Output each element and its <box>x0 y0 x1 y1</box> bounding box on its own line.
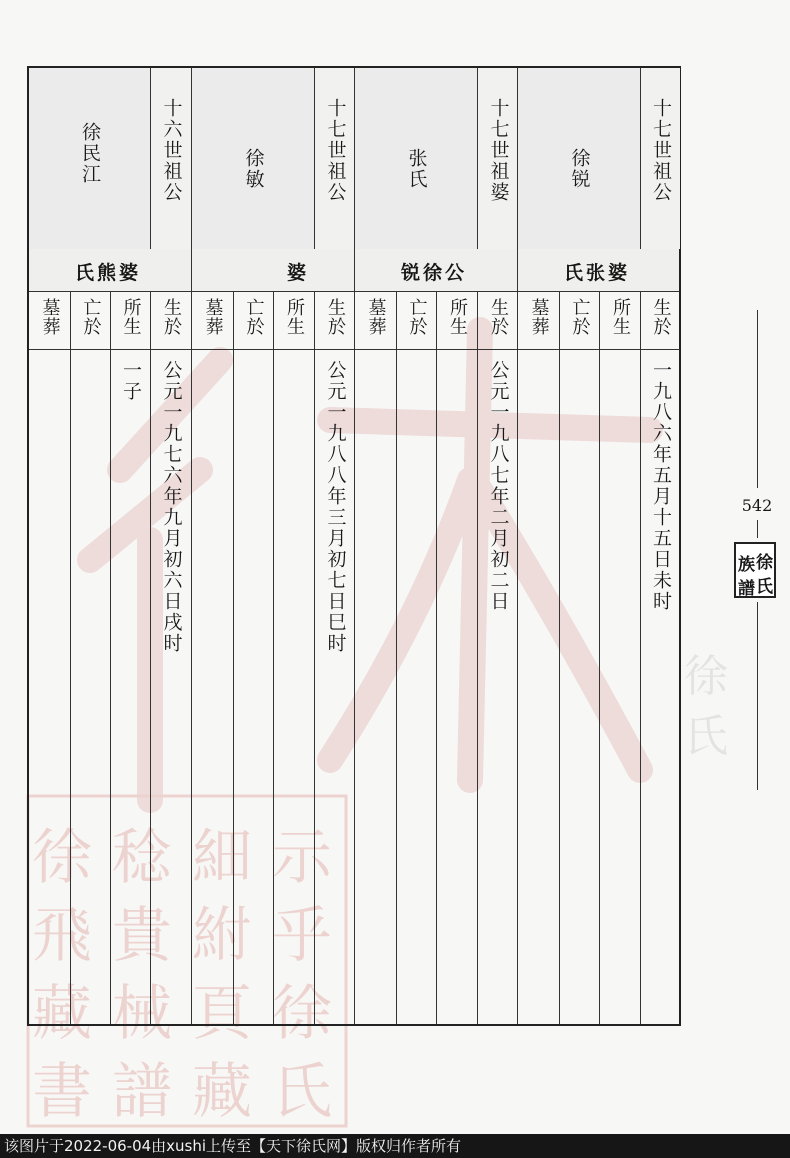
born-label-cell <box>151 292 191 350</box>
buried-label-cell <box>29 292 70 350</box>
seal-char: 徐 <box>32 823 92 893</box>
generation-cell <box>477 68 518 249</box>
born-column <box>640 292 680 1024</box>
children-column <box>273 292 314 1024</box>
seal-char: 藏 <box>192 1057 252 1127</box>
died-label: 亡於 <box>406 298 428 336</box>
buried-label: 墓葬 <box>39 298 61 336</box>
born-label-cell <box>315 292 355 350</box>
panel-header <box>518 68 679 249</box>
buried-column <box>192 292 233 1024</box>
children-label-cell <box>437 292 477 350</box>
died-label-cell <box>560 292 599 350</box>
spouse-cell <box>355 249 517 292</box>
buried-label-cell <box>355 292 396 350</box>
spouse-cell <box>518 249 679 292</box>
seal-char: 乎 <box>272 901 332 971</box>
died-label-cell <box>234 292 273 350</box>
spouse-name: 氏熊婆 <box>75 262 142 284</box>
upload-notice-footer: 该图片于2022-06-04由xushi上传至【天下徐氏网】版权归作者所有 <box>0 1134 790 1158</box>
children-column <box>436 292 477 1024</box>
margin-line-mid <box>757 520 758 538</box>
born-column <box>314 292 355 1024</box>
spouse-name: 锐徐公 <box>401 262 468 284</box>
person-panel-xu-min <box>191 68 354 1024</box>
person-name: 徐锐 <box>568 148 591 190</box>
generation-title: 十七世祖婆 <box>487 98 510 203</box>
born-label-cell <box>641 292 680 350</box>
born-column <box>477 292 518 1024</box>
children-label: 所生 <box>447 298 468 336</box>
children-label: 所生 <box>120 298 142 336</box>
buried-label: 墓葬 <box>365 298 387 336</box>
seal-char: 紨 <box>192 901 252 971</box>
died-column <box>559 292 599 1024</box>
buried-column <box>355 292 396 1024</box>
seal-char: 族 <box>738 555 755 575</box>
buried-column <box>29 292 70 1024</box>
children-value: 一子 <box>120 360 142 402</box>
generation-title: 十七世祖公 <box>324 98 347 203</box>
born-label-cell <box>478 292 518 350</box>
buried-label: 墓葬 <box>202 298 224 336</box>
side-watermark-char: 氏 <box>684 711 728 762</box>
spouse-name: 婆 <box>287 262 310 284</box>
person-name: 张氏 <box>405 148 428 190</box>
generation-cell <box>150 68 191 249</box>
seal-char: 譜 <box>112 1057 172 1127</box>
book-title-seal <box>734 542 776 598</box>
buried-label-cell <box>518 292 559 350</box>
seal-char: 氏 <box>272 1057 332 1127</box>
died-column <box>396 292 436 1024</box>
born-label: 生於 <box>325 298 346 336</box>
generation-title: 十七世祖公 <box>650 98 672 203</box>
person-name: 徐民江 <box>79 122 101 185</box>
margin-line-bottom <box>757 602 758 790</box>
panel-header <box>192 68 354 249</box>
died-column <box>70 292 110 1024</box>
generation-cell <box>640 68 680 249</box>
died-label-cell <box>397 292 436 350</box>
children-label-cell <box>111 292 150 350</box>
born-label: 生於 <box>650 298 672 336</box>
side-watermark-char: 徐 <box>684 651 728 702</box>
died-label: 亡於 <box>569 298 591 336</box>
name-cell <box>29 68 150 249</box>
children-label: 所生 <box>284 298 305 336</box>
page-number: 542 <box>741 496 773 515</box>
seal-char: 細 <box>192 823 252 893</box>
seal-char: 氏 <box>756 577 773 597</box>
person-panel-zhang-shi <box>354 68 517 1024</box>
born-label: 生於 <box>488 298 509 336</box>
seal-char: 稔 <box>112 823 172 893</box>
name-cell <box>355 68 477 249</box>
page-margin <box>731 310 781 790</box>
name-cell <box>518 68 640 249</box>
panel-header <box>29 68 191 249</box>
generation-cell <box>314 68 355 249</box>
seal-char: 譜 <box>738 579 755 599</box>
person-panel-xu-rui <box>517 68 679 1024</box>
seal-char: 徐 <box>272 979 332 1049</box>
seal-char: 頁 <box>192 979 252 1049</box>
died-label: 亡於 <box>80 298 102 336</box>
person-name: 徐敏 <box>242 148 265 190</box>
died-column <box>233 292 273 1024</box>
spouse-cell <box>192 249 354 292</box>
born-label: 生於 <box>161 298 182 336</box>
seal-char: 藏 <box>32 979 92 1049</box>
name-cell <box>192 68 314 249</box>
buried-column <box>518 292 559 1024</box>
born-column <box>150 292 191 1024</box>
buried-label-cell <box>192 292 233 350</box>
children-column <box>110 292 150 1024</box>
seal-char: 飛 <box>32 901 92 971</box>
generation-title: 十六世祖公 <box>160 98 183 203</box>
children-label: 所生 <box>610 298 631 336</box>
children-column <box>599 292 640 1024</box>
panel-header <box>355 68 517 249</box>
margin-line-top <box>757 310 758 488</box>
person-panel-xu-minjiang <box>29 68 191 1024</box>
born-value: 一九八六年五月十五日未时 <box>650 360 672 612</box>
buried-label: 墓葬 <box>528 298 550 336</box>
died-label-cell <box>71 292 110 350</box>
genealogy-table <box>27 66 681 1026</box>
died-label: 亡於 <box>243 298 265 336</box>
born-value: 公元一九八八年三月初七日巳时 <box>324 360 347 654</box>
seal-char: 徐 <box>756 553 773 573</box>
seal-char: 械 <box>112 979 172 1049</box>
seal-char: 示 <box>272 823 332 893</box>
spouse-cell <box>29 249 191 292</box>
born-value: 公元一九七六年九月初六日戌时 <box>160 360 183 654</box>
children-label-cell <box>600 292 640 350</box>
seal-char: 貴 <box>112 901 172 971</box>
seal-char: 書 <box>32 1057 92 1127</box>
spouse-name: 氏张婆 <box>564 262 631 284</box>
born-value: 公元一九八七年二月初二日 <box>487 360 510 612</box>
children-label-cell <box>274 292 314 350</box>
